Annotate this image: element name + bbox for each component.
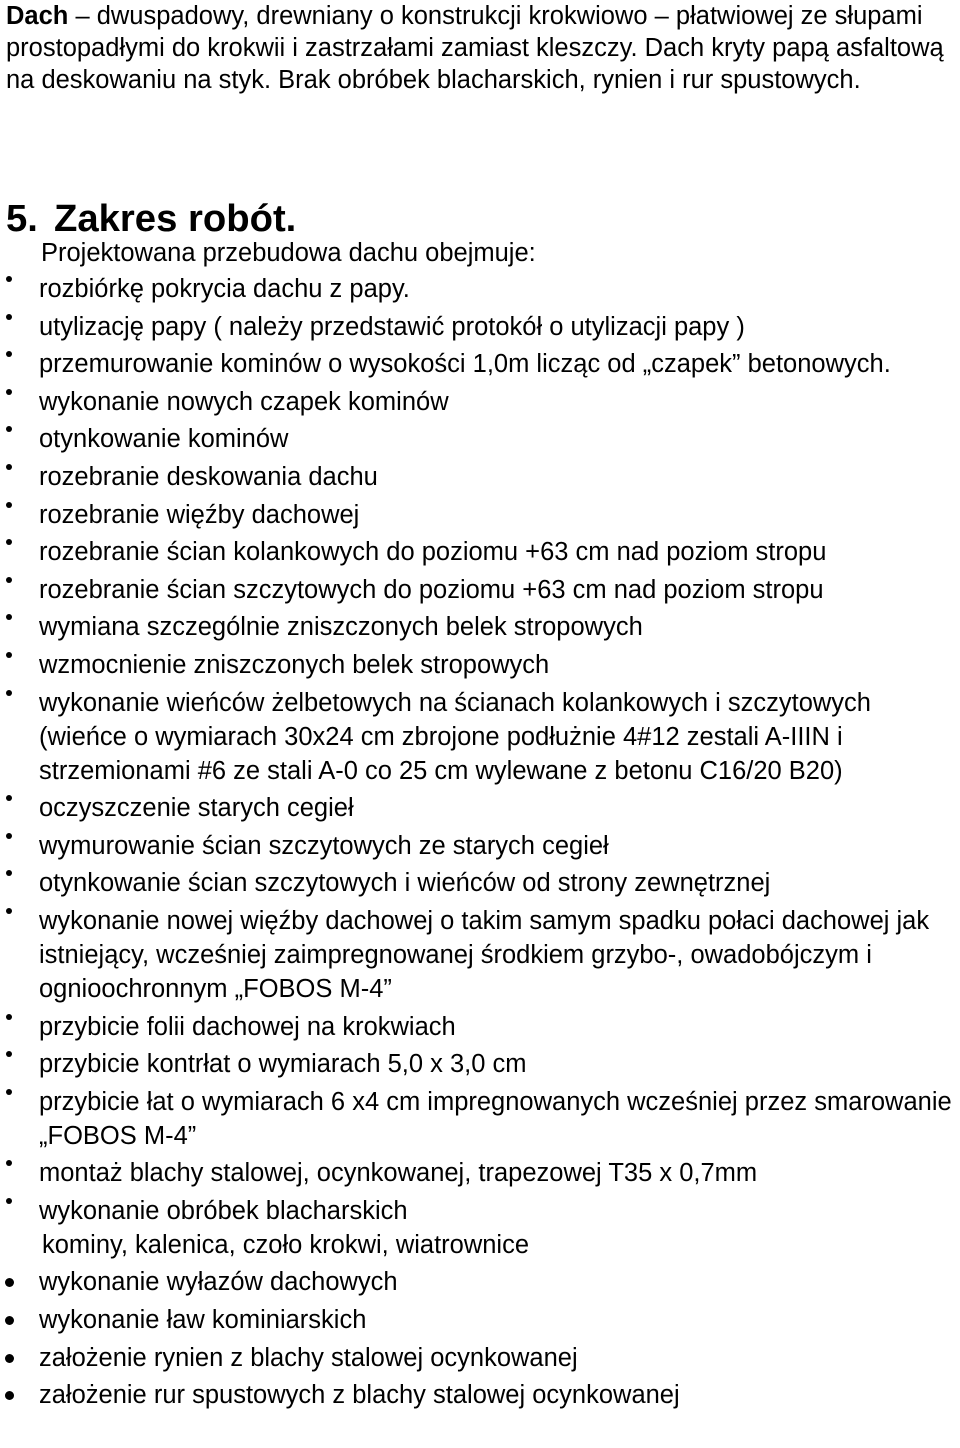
- list-item-text: rozebranie ścian szczytowych do poziomu +63 cm nad poziom stropu: [39, 575, 824, 604]
- list-item: [6, 1341, 956, 1375]
- list-item: [6, 310, 956, 344]
- list-item-text: założenie rynien z blachy stalowej ocynkowanej: [39, 1343, 578, 1372]
- bullet-icon: [6, 464, 12, 470]
- intro-text: – dwuspadowy, drewniany o konstrukcji krokwiowo – płatwiowej ze słupami prostopadłymi do krokwii i zastrzałami zamiast kleszczy. Dach kryty papą asfaltową na deskowaniu na styk. Brak obróbek blacharskich, rynien i rur spustowych.: [6, 2, 944, 94]
- lead-sentence: Projektowana przebudowa dachu obejmuje:: [41, 239, 536, 267]
- list-item: [6, 1047, 956, 1081]
- section-heading: [6, 197, 297, 240]
- scope-list: [6, 272, 956, 1416]
- bullet-icon: [6, 1051, 12, 1057]
- list-item: [6, 904, 956, 1006]
- list-item: [6, 1194, 956, 1262]
- bullet-icon: [6, 426, 12, 432]
- list-item: [6, 1265, 956, 1299]
- bullet-icon: [6, 870, 12, 876]
- list-item: [6, 686, 956, 788]
- bullet-icon: [6, 276, 12, 282]
- list-item-text: przybicie kontrłat o wymiarach 5,0 x 3,0 cm: [39, 1050, 527, 1079]
- list-item-text: rozebranie więźby dachowej: [39, 500, 360, 529]
- list-item: [6, 385, 956, 419]
- list-item: [6, 1303, 956, 1337]
- list-item: [6, 460, 956, 494]
- document-page: [6, 0, 956, 1410]
- intro-bold-word: Dach: [6, 2, 69, 30]
- list-item: [6, 1085, 956, 1153]
- list-item-text: rozbiórkę pokrycia dachu z papy.: [39, 275, 410, 303]
- list-item-text: wykonanie nowej więźby dachowej o takim samym spadku połaci dachowej jak istniejący, wcześniej zaimpregnowanej środkiem grzybo-, owadobójczym i ognioochronnym „FOBOS M-4”: [39, 906, 930, 1003]
- list-item: [6, 535, 956, 569]
- list-item-text: oczyszczenie starych cegieł: [39, 794, 354, 823]
- bullet-icon: [6, 539, 12, 545]
- list-item-text: przybicie folii dachowej na krokwiach: [39, 1012, 456, 1041]
- list-item-text: utylizację papy ( należy przedstawić protokół o utylizacji papy ): [39, 312, 745, 341]
- list-item: [6, 1378, 956, 1412]
- bullet-icon: [6, 652, 12, 658]
- list-item: [6, 422, 956, 456]
- bullet-icon: [6, 908, 12, 914]
- list-item-text: wykonanie nowych czapek kominów: [39, 387, 449, 416]
- list-item-text: wzmocnienie zniszczonych belek stropowych: [39, 650, 550, 679]
- list-item-text: wykonanie wyłazów dachowych: [39, 1268, 398, 1297]
- list-item: [6, 610, 956, 644]
- list-item: [6, 866, 956, 900]
- bullet-icon: [5, 1316, 14, 1325]
- list-item-text: wykonanie obróbek blacharskich: [39, 1196, 408, 1225]
- list-item-text: wykonanie ław kominiarskich: [39, 1306, 367, 1335]
- list-item-text: wymiana szczególnie zniszczonych belek stropowych: [39, 613, 643, 642]
- list-item: [6, 573, 956, 607]
- bullet-icon: [6, 690, 12, 696]
- list-item-text: przybicie łat o wymiarach 6 x4 cm impregnowanych wcześniej przez smarowanie „FOBOS M-4”: [39, 1087, 952, 1150]
- list-item-text: montaż blachy stalowej, ocynkowanej, trapezowej T35 x 0,7mm: [39, 1159, 758, 1188]
- bullet-icon: [6, 502, 12, 508]
- bullet-icon: [6, 314, 12, 320]
- list-item-text: rozebranie deskowania dachu: [39, 462, 378, 491]
- intro-paragraph: [6, 0, 956, 96]
- bullet-icon: [6, 795, 12, 801]
- bullet-icon: [6, 1160, 12, 1166]
- list-item: [6, 829, 956, 863]
- bullet-icon: [6, 351, 12, 357]
- list-item-text: otynkowanie ścian szczytowych i wieńców od strony zewnętrznej: [39, 869, 771, 898]
- list-item: [6, 648, 956, 682]
- list-item: [6, 347, 956, 381]
- bullet-icon: [5, 1278, 14, 1287]
- list-item-text: otynkowanie kominów: [39, 425, 289, 454]
- bullet-icon: [5, 1354, 14, 1363]
- list-item-text: założenie rur spustowych z blachy stalowej ocynkowanej: [39, 1381, 680, 1410]
- bullet-icon: [6, 614, 12, 620]
- bullet-icon: [6, 1089, 12, 1095]
- bullet-icon: [6, 1198, 12, 1204]
- bullet-icon: [6, 577, 12, 583]
- bullet-icon: [5, 1391, 14, 1400]
- list-item-text: wykonanie wieńców żelbetowych na ścianach kolankowych i szczytowych (wieńce o wymiarach 30x24 cm zbrojone podłużnie 4#12 zestali A-IIIN i strzemionami #6 ze stali A-0 co 25 cm wylewane z betonu C16/20 B20): [39, 688, 871, 785]
- section-number: 5.: [6, 197, 38, 240]
- list-item: [6, 498, 956, 532]
- list-item-text: rozebranie ścian kolankowych do poziomu +63 cm nad poziom stropu: [39, 538, 827, 567]
- list-item: [6, 1010, 956, 1044]
- bullet-icon: [6, 389, 12, 395]
- list-item: [6, 1156, 956, 1190]
- list-item-text: przemurowanie kominów o wysokości 1,0m licząc od „czapek” betonowych.: [39, 350, 891, 379]
- bullet-icon: [6, 1014, 12, 1020]
- list-item: [6, 791, 956, 825]
- list-item-text: wymurowanie ścian szczytowych ze starych cegieł: [39, 831, 609, 860]
- section-title: Zakres robót.: [54, 197, 297, 240]
- list-item-subtext: kominy, kalenica, czoło krokwi, wiatrownice: [42, 1230, 530, 1259]
- list-item: [6, 272, 956, 306]
- bullet-icon: [6, 833, 12, 839]
